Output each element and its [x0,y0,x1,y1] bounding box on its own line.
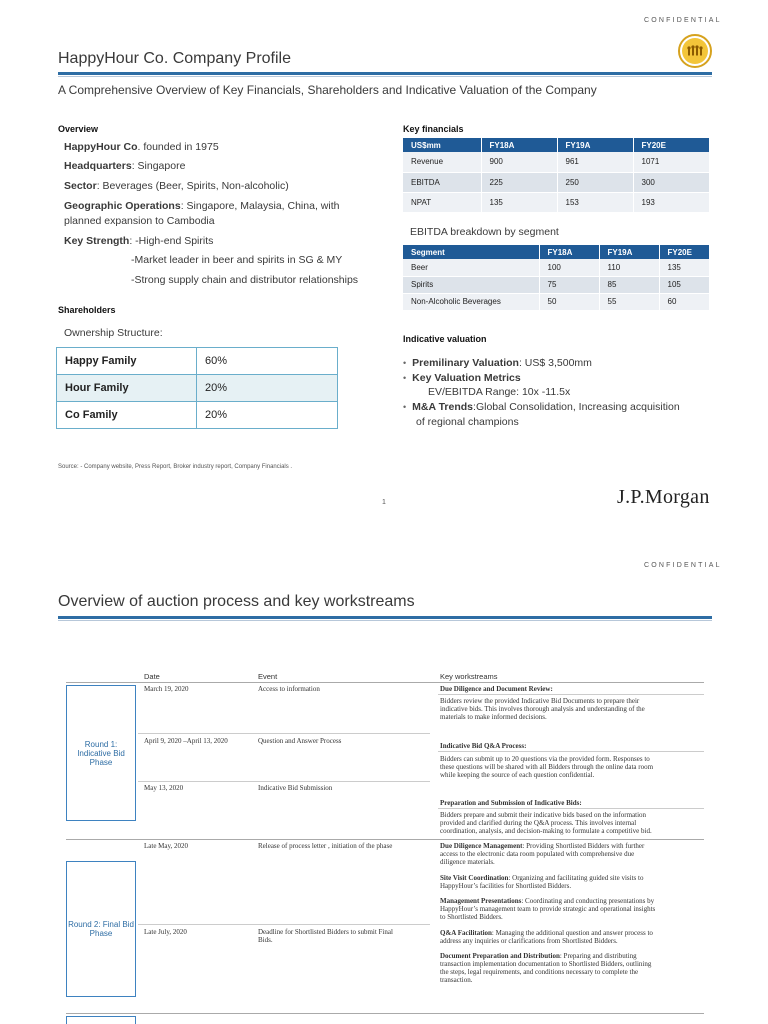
shareholder-name: Hour Family [57,375,197,402]
table-cell: 961 [557,152,633,172]
workstream-line: these questions will be shared with all Bidders through the online data room [440,763,654,771]
event-line: Deadline for Shortlisted Bidders to submit Final [258,928,393,936]
ma-trends-value-2: of regional champions [416,416,519,428]
confidential-label: CONFIDENTIAL [644,17,722,24]
sector-value: : Beverages (Beer, Spirits, Non-alcoholic) [96,180,289,192]
date-column-header: Date [144,672,160,681]
table-cell: 100 [539,259,599,276]
column-header: Segment [403,245,539,259]
table-row [403,276,710,293]
workstream-title: Site Visit Coordination [440,874,509,882]
workstream-title: Preparation and Submission of Indicative Bids [440,799,580,807]
strength-label: Key Strength [64,235,130,247]
table-row [57,375,338,402]
workstream-line: transaction implementation documentation to Shortlisted Bidders, outlining [440,960,652,968]
row-divider [138,781,430,782]
table-cell: 250 [557,172,633,192]
table-cell: NPAT [403,192,481,212]
round-2-label [66,861,136,997]
table-cell: 75 [539,276,599,293]
title-rule-thin-2 [58,620,712,621]
workstream-line: Bidders prepare and submit their indicative bids based on the information [440,811,647,819]
round2-event-1: Release of process letter , initiation of the phase [258,842,393,850]
table-cell: 135 [481,192,557,212]
column-header: FY18A [481,138,557,152]
row-divider [138,924,430,925]
column-header: FY19A [557,138,633,152]
company-logo [678,34,712,68]
ebitda-segment-heading: EBITDA breakdown by segment [410,226,559,238]
valuation-value: : US$ 3,500mm [518,357,592,369]
overview-hq [64,160,185,173]
bullet-icon: • [403,402,407,412]
ownership-subheading: Ownership Structure: [64,327,163,339]
table-cell: 110 [599,259,659,276]
column-header: FY19A [599,245,659,259]
table-cell: Non-Alcoholic Beverages [403,293,539,310]
overview-heading: Overview [58,124,99,134]
table-header-row [403,138,710,152]
key-financials-table [403,138,710,213]
table-row [403,192,710,212]
key-financials-heading: Key financials [403,124,464,134]
round2-workstream-1 [440,842,644,866]
workstream-line: : Managing the additional question and answer process to [491,929,653,937]
valuation-heading: Indicative valuation [403,334,487,344]
round-divider [66,1013,704,1014]
table-row [57,402,338,429]
workstream-title: Q&A Facilitation [440,929,492,937]
workstream-title: Document Preparation and Distribution [440,952,560,960]
workstream-line: Bidders review the provided Indicative Bid Documents to prepare their [440,697,640,705]
page-title-2: Overview of auction process and key workstreams [58,593,415,610]
source-note: Source: - Company website, Press Report, Broker industry report, Company Financials . [58,464,293,470]
workstream-line: : Providing Shortlisted Bidders with further [522,842,645,850]
workstream-line: transaction. [440,976,473,984]
page-number: 1 [382,499,386,506]
ma-trends-label: M&A Trends [412,401,474,413]
round2-workstream-2 [440,874,643,890]
shareholder-name: Co Family [57,402,197,429]
workstream-line: HappyHour’s management team to provide strategic and operational insights [440,905,656,913]
workstream-line: HappyHour’s facilities for Shortlisted Bidders. [440,882,572,890]
overview-strength [64,235,213,248]
column-header: US$mm [403,138,481,152]
ebitda-segment-table [403,245,710,311]
workstream-line: Bidders can submit up to 20 questions via the provided form. Responses to [440,755,650,763]
table-row [403,259,710,276]
round-divider [66,839,704,840]
header-divider [66,682,704,683]
geo-value: : Singapore, Malaysia, China, with [180,200,340,212]
workstream-text [440,697,645,721]
column-header: FY20E [659,245,710,259]
workstream-line: coordination, analysis, and decision-making to formulate a competitive bid. [440,827,652,835]
table-row [403,172,710,192]
ma-trends-value: :Global Consolidation, Increasing acquisition [473,401,680,413]
round-3-label-partial [66,1016,136,1024]
workstream-line: while keeping the source of each question confidential. [440,771,595,779]
title-rule [58,72,712,75]
round1-workstream-3: Preparation and Submission of Indicative Bids: [440,799,582,807]
hq-label: Headquarters [64,160,132,172]
table-row [57,348,338,375]
geo-label: Geographic Operations [64,200,181,212]
round1-date-1: March 19, 2020 [144,685,189,693]
round-1-label [66,685,136,821]
valuation-bullet-2 [403,371,521,385]
workstream-line: : Preparing and distributing [559,952,637,960]
round2-workstream-4 [440,929,653,945]
jpmorgan-logo: J.P.Morgan [617,486,710,508]
workstream-line: provided and clarified during the Q&A process. This involves internal [440,819,637,827]
round2-date-1: Late May, 2020 [144,842,189,850]
table-cell: 225 [481,172,557,192]
column-header: FY20E [633,138,710,152]
table-cell: 60 [659,293,710,310]
founded-name: HappyHour Co [64,141,138,153]
sector-label: Sector [64,180,97,192]
shareholder-pct: 20% [197,375,338,402]
shareholder-pct: 60% [197,348,338,375]
shareholders-heading: Shareholders [58,305,116,315]
ownership-table [56,347,338,429]
row-divider [438,694,704,695]
table-cell: Beer [403,259,539,276]
workstream-text [440,811,652,835]
table-cell: 900 [481,152,557,172]
column-header: FY18A [539,245,599,259]
valuation-label: Premilinary Valuation [412,357,519,369]
table-cell: 193 [633,192,710,212]
workstream-line: indicative bids. This involves thorough analysis and understanding of the [440,705,645,713]
round1-event-3: Indicative Bid Submission [258,784,333,792]
bullet-icon: • [403,358,407,368]
round1-date-3: May 13, 2020 [144,784,184,792]
valuation-bullet-1 [403,356,592,370]
overview-strength-2: -Market leader in beer and spirits in SG & MY [131,254,343,266]
table-cell: Spirits [403,276,539,293]
founded-text: . founded in 1975 [137,141,219,153]
workstreams-column-header: Key workstreams [440,672,498,681]
overview-geo [64,200,339,213]
bullet-icon: • [403,373,407,383]
workstream-line: the steps, legal requirements, and conditions necessary to complete the [440,968,639,976]
workstream-title: Due Diligence Management [440,842,523,850]
page-subtitle: A Comprehensive Overview of Key Financials, Shareholders and Indicative Valuation of the Company [58,83,597,97]
round1-event-1: Access to information [258,685,320,693]
table-cell: EBITDA [403,172,481,192]
valuation-metric-range: EV/EBITDA Range: 10x -11.5x [428,386,571,398]
valuation-bullet-3 [403,400,680,414]
table-cell: 300 [633,172,710,192]
table-row [403,152,710,172]
round1-date-2: April 9, 2020 –April 13, 2020 [144,737,228,745]
overview-strength-3: -Strong supply chain and distributor relationships [131,274,359,286]
table-row [403,293,710,310]
workstream-title: Indicative Bid Q&A Process [440,742,525,750]
event-line: Bids. [258,936,273,944]
strength-value: : -High-end Spirits [129,235,214,247]
shareholder-pct: 20% [197,402,338,429]
workstream-line: materials to make informed decisions. [440,713,547,721]
table-cell: 55 [599,293,659,310]
table-cell: 50 [539,293,599,310]
table-cell: 1071 [633,152,710,172]
workstream-title: Due Diligence and Document Review [440,685,551,693]
table-cell: 153 [557,192,633,212]
page-title: HappyHour Co. Company Profile [58,50,291,67]
table-cell: 85 [599,276,659,293]
round2-workstream-5 [440,952,651,984]
table-cell: Revenue [403,152,481,172]
overview-sector [64,180,289,193]
row-divider [438,808,704,809]
round2-workstream-3 [440,897,655,921]
workstream-text [440,755,653,779]
workstream-line: access to the electronic data room populated with comprehensive due [440,850,635,858]
round2-event-2 [258,928,393,944]
metrics-label: Key Valuation Metrics [412,372,521,384]
workstream-line: : Organizing and facilitating guided site visits to [508,874,644,882]
logo-icon [681,37,709,65]
title-rule-2 [58,616,712,619]
workstream-line: to Shortlisted Bidders. [440,913,503,921]
hq-value: : Singapore [131,160,186,172]
table-cell: 135 [659,259,710,276]
row-divider [138,733,430,734]
title-rule-thin [58,76,712,77]
shareholder-name: Happy Family [57,348,197,375]
workstream-line: address any inquiries or clarifications from Shortlisted Bidders. [440,937,618,945]
round-1-text: Round 1: Indicative Bid Phase [77,739,125,767]
workstream-title: Management Presentations [440,897,522,905]
round2-date-2: Late July, 2020 [144,928,187,936]
workstream-line: : Coordinating and conducting presentations by [521,897,655,905]
round-2-text: Round 2: Final Bid Phase [68,920,134,938]
overview-founded [64,141,219,154]
row-divider [438,751,704,752]
round1-workstream-1: Due Diligence and Document Review: [440,685,553,693]
round1-event-2: Question and Answer Process [258,737,342,745]
table-cell: 105 [659,276,710,293]
confidential-label-2: CONFIDENTIAL [644,562,722,569]
table-header-row [403,245,710,259]
round1-workstream-2: Indicative Bid Q&A Process: [440,742,527,750]
workstream-line: diligence materials. [440,858,495,866]
overview-geo-2: planned expansion to Cambodia [64,215,215,227]
event-column-header: Event [258,672,278,681]
